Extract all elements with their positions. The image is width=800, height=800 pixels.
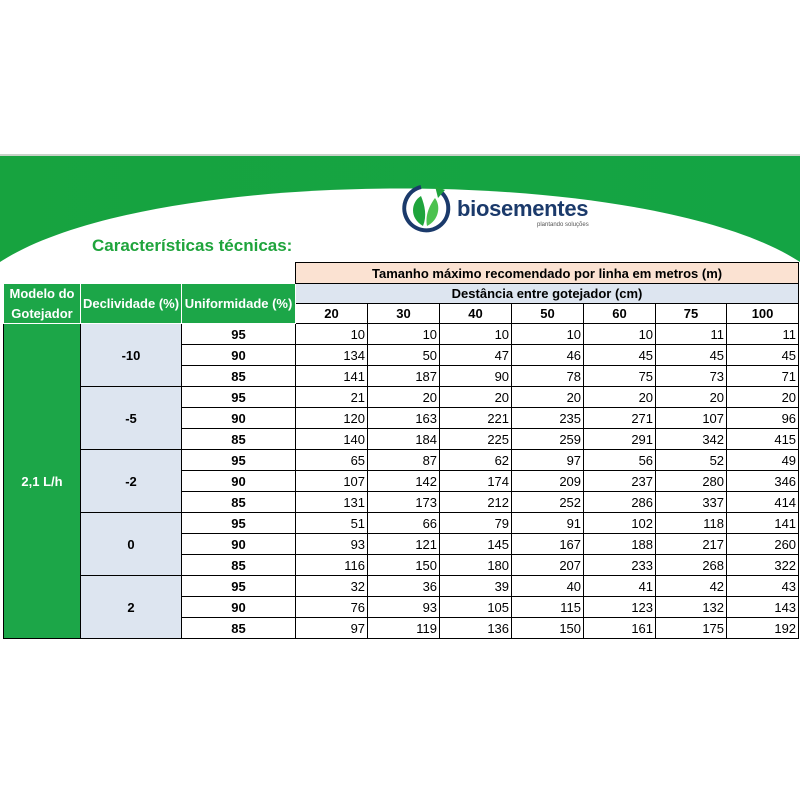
model-cell: 2,1 L/h	[4, 324, 81, 639]
uniformity-cell: 95	[182, 324, 296, 345]
value-cell: 322	[727, 555, 799, 576]
value-cell: 209	[512, 471, 584, 492]
value-cell: 342	[656, 429, 727, 450]
value-cell: 173	[368, 492, 440, 513]
value-cell: 79	[440, 513, 512, 534]
value-cell: 51	[296, 513, 368, 534]
value-cell: 87	[368, 450, 440, 471]
value-cell: 120	[296, 408, 368, 429]
uniformity-cell: 95	[182, 576, 296, 597]
value-cell: 187	[368, 366, 440, 387]
uniformity-cell: 90	[182, 408, 296, 429]
value-cell: 121	[368, 534, 440, 555]
value-cell: 45	[727, 345, 799, 366]
value-cell: 52	[656, 450, 727, 471]
brand-name	[457, 196, 588, 222]
value-cell: 36	[368, 576, 440, 597]
value-cell: 56	[584, 450, 656, 471]
uniformity-cell: 95	[182, 513, 296, 534]
table-row	[4, 576, 799, 597]
value-cell: 225	[440, 429, 512, 450]
value-cell: 93	[296, 534, 368, 555]
distance-header-cell: 50	[512, 304, 584, 324]
value-cell: 217	[656, 534, 727, 555]
value-cell: 184	[368, 429, 440, 450]
value-cell: 140	[296, 429, 368, 450]
value-cell: 39	[440, 576, 512, 597]
value-cell: 337	[656, 492, 727, 513]
value-cell: 221	[440, 408, 512, 429]
brand-tagline: plantando soluções	[537, 222, 589, 228]
value-cell: 141	[727, 513, 799, 534]
section-subtitle: Características técnicas:	[92, 236, 293, 255]
value-cell: 118	[656, 513, 727, 534]
value-cell: 346	[727, 471, 799, 492]
value-cell: 78	[512, 366, 584, 387]
value-cell: 150	[512, 618, 584, 639]
value-cell: 192	[727, 618, 799, 639]
value-cell: 268	[656, 555, 727, 576]
value-cell: 93	[368, 597, 440, 618]
value-cell: 207	[512, 555, 584, 576]
uniformity-cell: 85	[182, 555, 296, 576]
value-cell: 252	[512, 492, 584, 513]
header-declivity: Declividade (%)	[81, 284, 182, 324]
value-cell: 97	[296, 618, 368, 639]
distance-header-cell: 60	[584, 304, 656, 324]
value-cell: 415	[727, 429, 799, 450]
distance-header-cell: 40	[440, 304, 512, 324]
value-cell: 107	[656, 408, 727, 429]
value-cell: 20	[368, 387, 440, 408]
value-cell: 102	[584, 513, 656, 534]
value-cell: 45	[656, 345, 727, 366]
value-cell: 131	[296, 492, 368, 513]
value-cell: 20	[656, 387, 727, 408]
leaf-logo-icon	[401, 184, 451, 236]
value-cell: 73	[656, 366, 727, 387]
value-cell: 107	[296, 471, 368, 492]
value-cell: 10	[368, 324, 440, 345]
uniformity-cell: 90	[182, 471, 296, 492]
header-model: Modelo do Gotejador	[4, 284, 81, 324]
distance-header-cell: 20	[296, 304, 368, 324]
uniformity-cell: 90	[182, 534, 296, 555]
value-cell: 40	[512, 576, 584, 597]
value-cell: 91	[512, 513, 584, 534]
value-cell: 115	[512, 597, 584, 618]
value-cell: 41	[584, 576, 656, 597]
value-cell: 11	[656, 324, 727, 345]
value-cell: 10	[512, 324, 584, 345]
distance-header-cell: 75	[656, 304, 727, 324]
value-cell: 414	[727, 492, 799, 513]
declivity-cell: -10	[81, 324, 182, 387]
value-cell: 150	[368, 555, 440, 576]
value-cell: 105	[440, 597, 512, 618]
value-cell: 43	[727, 576, 799, 597]
uniformity-cell: 90	[182, 345, 296, 366]
value-cell: 260	[727, 534, 799, 555]
uniformity-cell: 85	[182, 366, 296, 387]
value-cell: 11	[727, 324, 799, 345]
brand-name-bold: bio	[457, 196, 490, 221]
value-cell: 62	[440, 450, 512, 471]
value-cell: 235	[512, 408, 584, 429]
value-cell: 145	[440, 534, 512, 555]
value-cell: 174	[440, 471, 512, 492]
technical-table	[3, 262, 799, 639]
value-cell: 76	[296, 597, 368, 618]
biosementes-logo	[401, 182, 601, 238]
value-cell: 143	[727, 597, 799, 618]
value-cell: 90	[440, 366, 512, 387]
value-cell: 123	[584, 597, 656, 618]
value-cell: 286	[584, 492, 656, 513]
uniformity-cell: 90	[182, 597, 296, 618]
value-cell: 10	[296, 324, 368, 345]
uniformity-cell: 95	[182, 450, 296, 471]
blank-corner	[4, 263, 296, 284]
value-cell: 49	[727, 450, 799, 471]
value-cell: 119	[368, 618, 440, 639]
distance-header-cell: 30	[368, 304, 440, 324]
value-cell: 134	[296, 345, 368, 366]
value-cell: 188	[584, 534, 656, 555]
value-cell: 32	[296, 576, 368, 597]
value-cell: 291	[584, 429, 656, 450]
table-row	[4, 450, 799, 471]
value-cell: 71	[727, 366, 799, 387]
header-uniformity: Uniformidade (%)	[182, 284, 296, 324]
value-cell: 65	[296, 450, 368, 471]
value-cell: 42	[656, 576, 727, 597]
table-row	[4, 324, 799, 345]
header-distance: Destância entre gotejador (cm)	[296, 284, 799, 304]
declivity-cell: -2	[81, 450, 182, 513]
value-cell: 271	[584, 408, 656, 429]
brand-name-rest: sementes	[489, 196, 589, 221]
declivity-cell: -5	[81, 387, 182, 450]
value-cell: 132	[656, 597, 727, 618]
value-cell: 212	[440, 492, 512, 513]
value-cell: 20	[512, 387, 584, 408]
value-cell: 50	[368, 345, 440, 366]
value-cell: 163	[368, 408, 440, 429]
value-cell: 233	[584, 555, 656, 576]
declivity-cell: 2	[81, 576, 182, 639]
value-cell: 116	[296, 555, 368, 576]
uniformity-cell: 85	[182, 618, 296, 639]
value-cell: 237	[584, 471, 656, 492]
value-cell: 21	[296, 387, 368, 408]
uniformity-cell: 85	[182, 429, 296, 450]
value-cell: 141	[296, 366, 368, 387]
value-cell: 180	[440, 555, 512, 576]
value-cell: 280	[656, 471, 727, 492]
value-cell: 10	[440, 324, 512, 345]
declivity-cell: 0	[81, 513, 182, 576]
value-cell: 45	[584, 345, 656, 366]
value-cell: 20	[727, 387, 799, 408]
value-cell: 175	[656, 618, 727, 639]
table-row	[4, 513, 799, 534]
value-cell: 167	[512, 534, 584, 555]
value-cell: 161	[584, 618, 656, 639]
value-cell: 142	[368, 471, 440, 492]
value-cell: 96	[727, 408, 799, 429]
value-cell: 136	[440, 618, 512, 639]
distance-header-cell: 100	[727, 304, 799, 324]
value-cell: 66	[368, 513, 440, 534]
uniformity-cell: 95	[182, 387, 296, 408]
value-cell: 10	[584, 324, 656, 345]
value-cell: 20	[440, 387, 512, 408]
value-cell: 75	[584, 366, 656, 387]
value-cell: 20	[584, 387, 656, 408]
table-title: Tamanho máximo recomendado por linha em metros (m)	[296, 263, 799, 284]
value-cell: 46	[512, 345, 584, 366]
value-cell: 97	[512, 450, 584, 471]
table-row	[4, 387, 799, 408]
uniformity-cell: 85	[182, 492, 296, 513]
value-cell: 259	[512, 429, 584, 450]
value-cell: 47	[440, 345, 512, 366]
